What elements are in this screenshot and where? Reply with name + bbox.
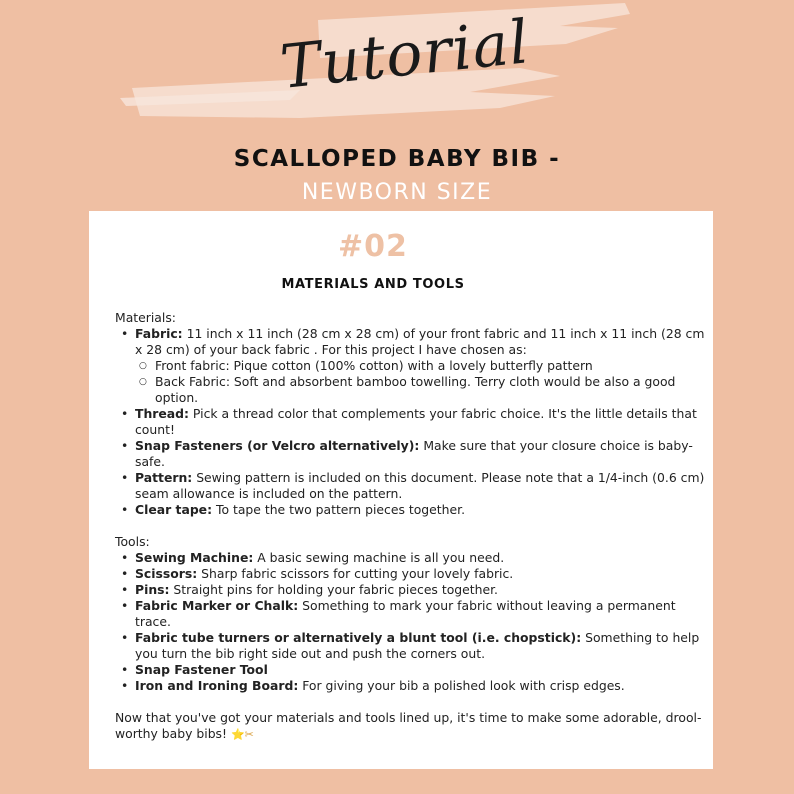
list-item [115, 550, 705, 566]
list-item [115, 566, 705, 582]
tutorial-script-title: Tutorial [277, 7, 533, 103]
spacer [115, 694, 705, 710]
item-term: Fabric Marker or Chalk: [135, 598, 299, 613]
materials-list [115, 326, 705, 518]
list-item [115, 438, 705, 470]
item-text: 11 inch x 11 inch (28 cm x 28 cm) of your front fabric and 11 inch x 11 inch (28 cm x 28 cm) of your back fabric . For this project I have chosen as: [135, 326, 705, 357]
item-term: Sewing Machine: [135, 550, 254, 565]
item-text: Pick a thread color that complements your fabric choice. It's the little details that count! [135, 406, 697, 437]
list-item [115, 470, 705, 502]
list-item [115, 406, 705, 438]
item-text: For giving your bib a polished look with crisp edges. [298, 678, 625, 693]
materials-tools-text [115, 310, 705, 743]
item-term: Pins: [135, 582, 170, 597]
item-term: Thread: [135, 406, 189, 421]
item-text: To tape the two pattern pieces together. [212, 502, 466, 517]
item-text: Sharp fabric scissors for cutting your lovely fabric. [197, 566, 514, 581]
list-item [115, 662, 705, 678]
list-item [115, 678, 705, 694]
page-subtitle: NEWBORN SIZE [301, 180, 493, 205]
materials-label: Materials: [115, 310, 176, 325]
list-item [115, 582, 705, 598]
star-scissors-icon: ⭐✂ [230, 728, 254, 741]
item-text: A basic sewing machine is all you need. [253, 550, 505, 565]
list-item [115, 502, 705, 518]
fabric-sublist [135, 358, 705, 406]
content-card [89, 211, 713, 769]
item-text: Something to mark your fabric without leaving a permanent trace. [135, 598, 676, 629]
closing-text: Now that you've got your materials and tools lined up, it's time to make some adorable, drool-worthy baby bibs! [115, 710, 702, 741]
item-term: Iron and Ironing Board: [135, 678, 299, 693]
section-heading: MATERIALS AND TOOLS [281, 277, 465, 292]
spacer [115, 518, 705, 534]
item-term: Fabric: [135, 326, 183, 341]
item-text: Something to help you turn the bib right side out and push the corners out. [135, 630, 700, 661]
tools-list [115, 550, 705, 694]
item-term: Fabric tube turners or alternatively a blunt tool (i.e. chopstick): [135, 630, 582, 645]
sub-list-item: ○ Back Fabric: Soft and absorbent bamboo towelling. Terry cloth would be also a good option. [135, 374, 705, 406]
item-term: Snap Fasteners (or Velcro alternatively): [135, 438, 420, 453]
item-term: Pattern: [135, 470, 193, 485]
closing-paragraph [115, 710, 705, 743]
list-item [115, 598, 705, 630]
page-title: SCALLOPED BABY BIB - [233, 146, 561, 172]
item-term: Scissors: [135, 566, 198, 581]
sub-list-item: ○ Front fabric: Pique cotton (100% cotton) with a lovely butterfly pattern [135, 358, 705, 374]
tools-label: Tools: [115, 534, 150, 549]
list-item [115, 630, 705, 662]
list-item [115, 326, 705, 406]
item-text: Make sure that your closure choice is baby-safe. [135, 438, 693, 469]
item-term: Snap Fastener Tool [135, 662, 268, 677]
item-text: Sewing pattern is included on this document. Please note that a 1/4-inch (0.6 cm) seam allowance is included on the pattern. [135, 470, 705, 501]
item-text: Straight pins for holding your fabric pieces together. [169, 582, 498, 597]
step-number: #02 [338, 229, 408, 264]
item-term: Clear tape: [135, 502, 213, 517]
